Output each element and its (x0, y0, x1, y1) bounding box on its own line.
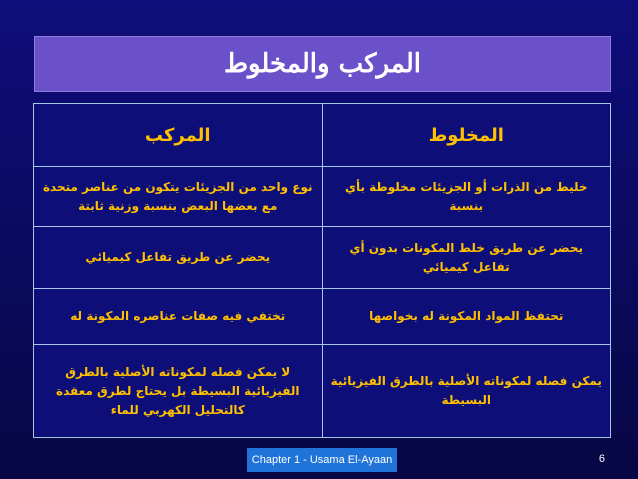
table-header-row (34, 104, 611, 167)
cell-compound: نوع واحد من الجزيئات يتكون من عناصر متحدة مع بعضها البعض بنسبة وزنية ثابتة (34, 167, 323, 227)
slide-title: المركب والمخلوط (223, 49, 422, 79)
cell-mixture: خليط من الذرات أو الجزيئات مخلوطة بأي بنسبة (322, 167, 611, 227)
cell-compound: لا يمكن فصله لمكوناته الأصلية بالطرق الفيزيائية البسيطة بل يحتاج لطرق معقدة كالتحليل الكهربي للماء (34, 345, 323, 438)
cell-mixture: يمكن فصله لمكوناته الأصلية بالطرق الفيزيائية البسيطة (322, 345, 611, 438)
footer-text: Chapter 1 - Usama El-Ayaan (247, 448, 397, 472)
header-mixture: المخلوط (322, 104, 611, 167)
cell-compound: يحضر عن طريق تفاعل كيميائي (34, 227, 323, 289)
comparison-table (33, 103, 611, 438)
cell-compound: تختفي فيه صفات عناصره المكونة له (34, 289, 323, 345)
slide-title-bar (34, 36, 611, 92)
table-row (34, 227, 611, 289)
table-row (34, 289, 611, 345)
page-number: 6 (598, 453, 605, 465)
header-compound: المركب (34, 104, 323, 167)
table-row (34, 167, 611, 227)
slide-footer (0, 448, 638, 472)
cell-mixture: يحضر عن طريق خلط المكونات بدون أي تفاعل كيميائي (322, 227, 611, 289)
table-row (34, 345, 611, 438)
cell-mixture: تحتفظ المواد المكونة له بخواصها (322, 289, 611, 345)
